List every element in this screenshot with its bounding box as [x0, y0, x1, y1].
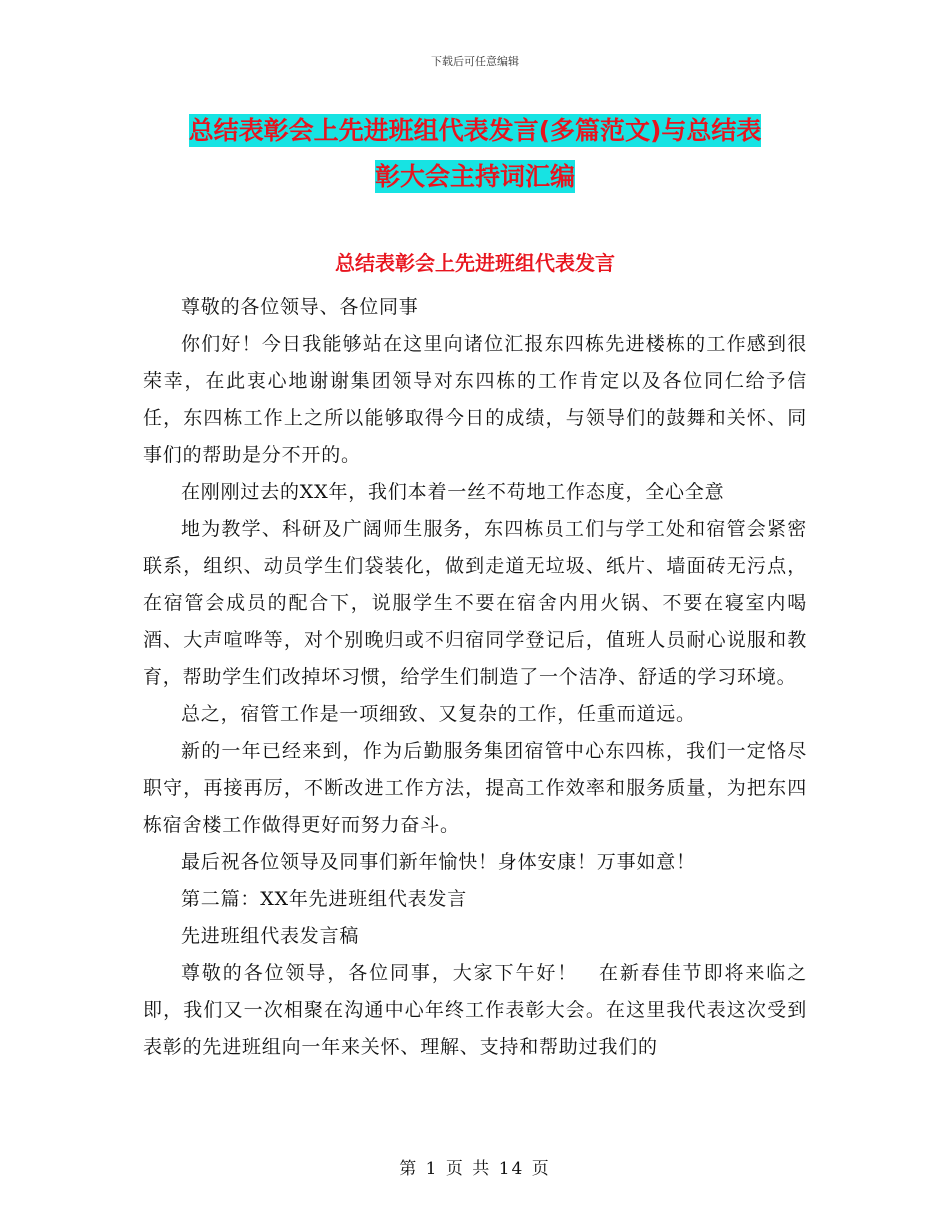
page-footer: 第 1 页 共 14 页	[399, 1159, 551, 1179]
section-title: 总结表彰会上先进班组代表发言	[335, 251, 615, 275]
paragraph: 新的一年已经来到，作为后勤服务集团宿管中心东四栋，我们一定恪尽职守，再接再厉，不断改进工作方法，提高工作效率和服务质量，为把东四栋宿舍楼工作做得更好而努力奋斗。	[143, 740, 807, 836]
paragraph: 你们好！今日我能够站在这里向诸位汇报东四栋先进楼栋的工作感到很荣幸，在此衷心地谢谢集团领导对东四栋的工作肯定以及各位同仁给予信任，东四栋工作上之所以能够取得今日的成绩，与领导们的鼓舞和关怀、同事们的帮助是分不开的。	[143, 333, 807, 466]
paragraph: 在刚刚过去的XX年，我们本着一丝不苟地工作态度，全心全意	[181, 481, 725, 503]
document-title	[110, 108, 840, 200]
paragraph: 先进班组代表发言稿	[181, 925, 360, 947]
paragraph: 最后祝各位领导及同事们新年愉快！身体安康！万事如意！	[181, 851, 696, 873]
paragraph: 尊敬的各位领导，各位同事，大家下午好！ 在新春佳节即将来临之即，我们又一次相聚在沟通中心年终工作表彰大会。在这里我代表这次受到表彰的先进班组向一年来关怀、理解、支持和帮助过我们的	[143, 962, 807, 1058]
document-body	[143, 289, 807, 1066]
paragraph: 总之，宿管工作是一项细致、又复杂的工作，任重而道远。	[181, 703, 696, 725]
header-note: 下载后可任意编辑	[431, 55, 519, 68]
paragraph: 地为教学、科研及广阔师生服务，东四栋员工们与学工处和宿管会紧密联系，组织、动员学生们袋装化，做到走道无垃圾、纸片、墙面砖无污点，在宿管会成员的配合下，说服学生不要在宿舍内用火锅、不要在寝室内喝酒、大声喧哗等，对个别晚归或不归宿同学登记后，值班人员耐心说服和教育，帮助学生们改掉坏习惯，给学生们制造了一个洁净、舒适的学习环境。	[143, 518, 807, 688]
document-title-line-1: 总结表彰会上先进班组代表发言(多篇范文)与总结表	[188, 116, 762, 145]
paragraph: 第二篇：XX年先进班组代表发言	[181, 888, 468, 910]
paragraph: 尊敬的各位领导、各位同事	[181, 296, 419, 318]
document-title-line-2: 彰大会主持词汇编	[374, 162, 575, 191]
